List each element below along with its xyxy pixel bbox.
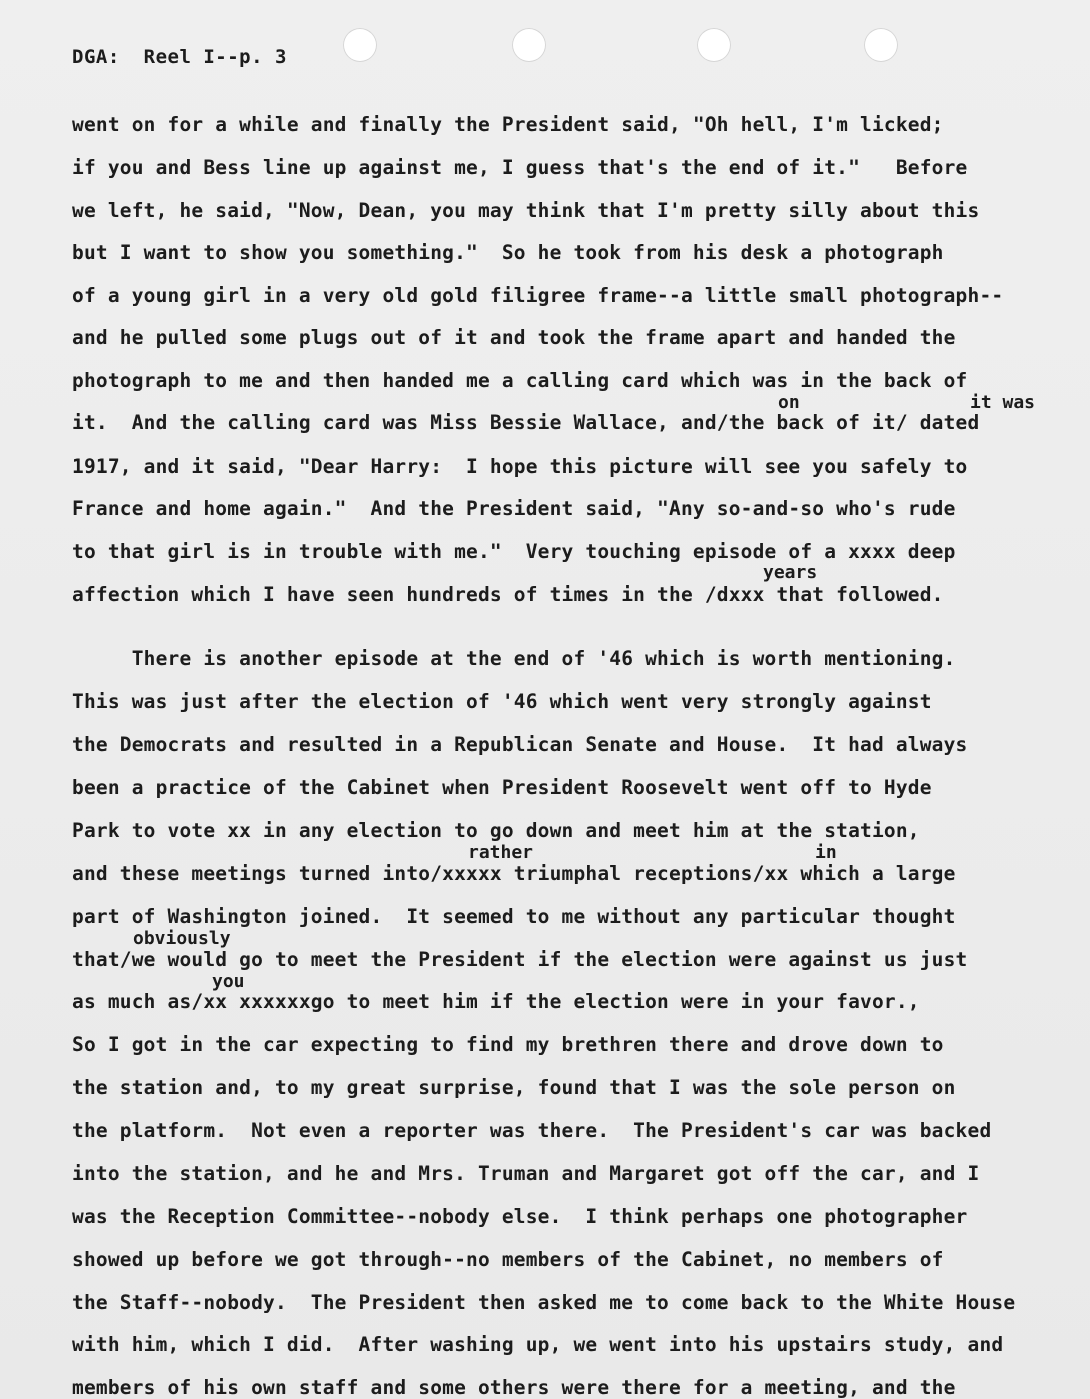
insertion-you: you bbox=[212, 971, 245, 992]
text-line: the Staff--nobody. The President then asked me to come back to the White House bbox=[72, 1291, 1016, 1314]
insertion-it-was: it was bbox=[970, 392, 1036, 413]
text-line: that/we would go to meet the President if the election were against us just bbox=[72, 948, 968, 971]
text-line: showed up before we got through--no members of the Cabinet, no members of bbox=[72, 1248, 944, 1271]
text-line: into the station, and he and Mrs. Truman and Margaret got off the car, and I bbox=[72, 1162, 980, 1185]
text-line: and he pulled some plugs out of it and took the frame apart and handed the bbox=[72, 326, 956, 349]
text-line: and these meetings turned into/xxxxx triumphal receptions/xx which a large bbox=[72, 862, 956, 885]
insertion-obviously: obviously bbox=[133, 928, 231, 949]
text-line: if you and Bess line up against me, I guess that's the end of it." Before bbox=[72, 156, 968, 179]
text-line: the Democrats and resulted in a Republican Senate and House. It had always bbox=[72, 733, 968, 756]
page-header: DGA: Reel I--p. 3 bbox=[72, 46, 287, 68]
text-line: part of Washington joined. It seemed to me without any particular thought bbox=[72, 905, 956, 928]
text-line: with him, which I did. After washing up, we went into his upstairs study, and bbox=[72, 1333, 1004, 1356]
text-line: 1917, and it said, "Dear Harry: I hope this picture will see you safely to bbox=[72, 455, 968, 478]
text-line: of a young girl in a very old gold filigree frame--a little small photograph-- bbox=[72, 284, 1004, 307]
text-line: it. And the calling card was Miss Bessie Wallace, and/the back of it/ dated bbox=[72, 411, 980, 434]
insertion-rather: rather bbox=[468, 842, 534, 863]
text-line: been a practice of the Cabinet when President Roosevelt went off to Hyde bbox=[72, 776, 932, 799]
text-line: we left, he said, "Now, Dean, you may think that I'm pretty silly about this bbox=[72, 199, 980, 222]
text-line: was the Reception Committee--nobody else. I think perhaps one photographer bbox=[72, 1205, 968, 1228]
text-line: the station and, to my great surprise, found that I was the sole person on bbox=[72, 1076, 956, 1099]
insertion-years: years bbox=[763, 562, 818, 583]
text-line: members of his own staff and some others were there for a meeting, and the bbox=[72, 1376, 956, 1399]
text-line: but I want to show you something." So he took from his desk a photograph bbox=[72, 241, 944, 264]
punch-hole bbox=[512, 28, 546, 62]
text-line: So I got in the car expecting to find my brethren there and drove down to bbox=[72, 1033, 944, 1056]
text-line: to that girl is in trouble with me." Very touching episode of a xxxx deep bbox=[72, 540, 956, 563]
punch-hole bbox=[697, 28, 731, 62]
text-line: There is another episode at the end of '46 which is worth mentioning. bbox=[72, 647, 956, 670]
text-line: as much as/xx xxxxxxgo to meet him if the election were in your favor., bbox=[72, 990, 920, 1013]
text-line: the platform. Not even a reporter was there. The President's car was backed bbox=[72, 1119, 992, 1142]
text-line: Park to vote xx in any election to go down and meet him at the station, bbox=[72, 819, 920, 842]
insertion-in: in bbox=[815, 842, 837, 863]
punch-hole bbox=[343, 28, 377, 62]
text-line: affection which I have seen hundreds of times in the /dxxx that followed. bbox=[72, 583, 944, 606]
insertion-on: on bbox=[778, 392, 800, 413]
text-line: France and home again." And the President said, "Any so-and-so who's rude bbox=[72, 497, 956, 520]
text-line: went on for a while and finally the President said, "Oh hell, I'm licked; bbox=[72, 113, 944, 136]
punch-hole bbox=[864, 28, 898, 62]
text-line: This was just after the election of '46 which went very strongly against bbox=[72, 690, 932, 713]
text-line: photograph to me and then handed me a calling card which was in the back of bbox=[72, 369, 968, 392]
